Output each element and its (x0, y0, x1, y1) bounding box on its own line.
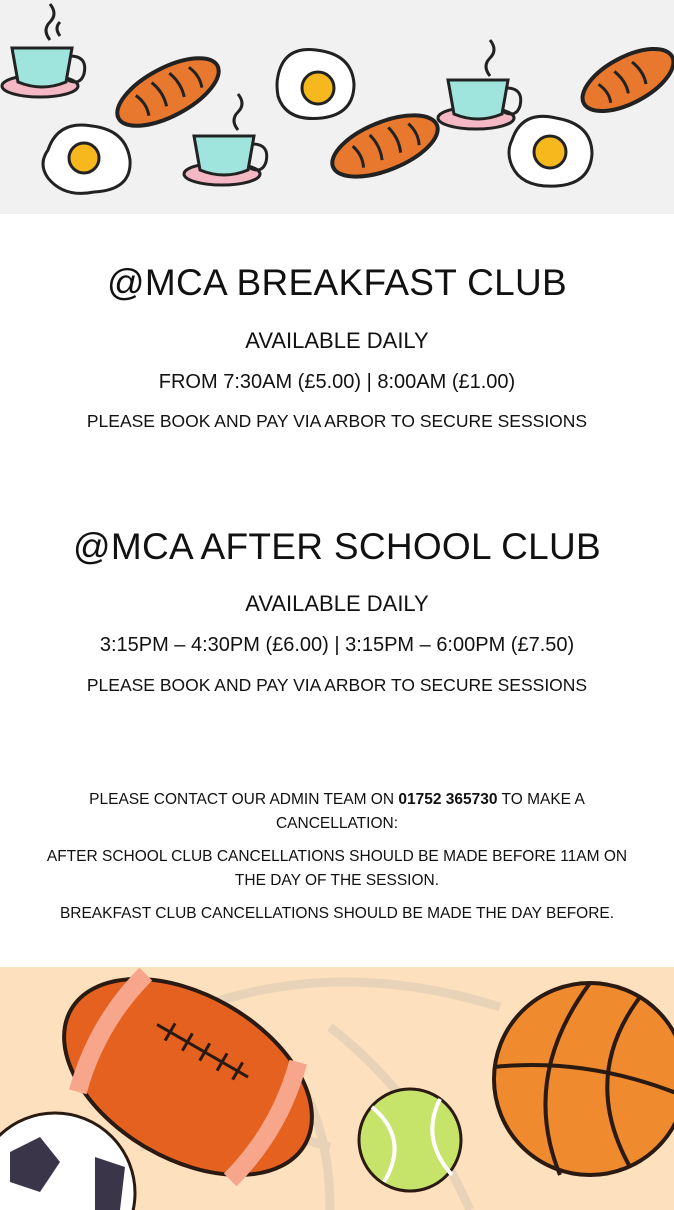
fried-egg-icon (277, 50, 354, 119)
fried-egg-icon (43, 125, 130, 193)
breakfast-booking-note: PLEASE BOOK AND PAY VIA ARBOR TO SECURE SESSIONS (86, 411, 588, 431)
after-school-times-row (0, 634, 674, 657)
contact-line (0, 788, 674, 812)
breakfast-booking-row (0, 411, 674, 432)
bread-icon (107, 45, 228, 140)
coffee-cup-icon (184, 94, 267, 185)
coffee-cup-icon (438, 40, 521, 129)
after-school-club-title: @MCA AFTER SCHOOL CLUB (73, 526, 601, 567)
after-school-cancellation-rule-2: THE DAY OF THE SESSION. (234, 872, 440, 889)
sports-banner (0, 967, 674, 1210)
after-school-booking-note: PLEASE BOOK AND PAY VIA ARBOR TO SECURE SESSIONS (86, 675, 588, 695)
after-school-booking-row (0, 675, 674, 696)
after-school-availability-row (0, 591, 674, 617)
cancellation-info (0, 788, 674, 926)
contact-line-prefix: PLEASE CONTACT OUR ADMIN TEAM ON (89, 791, 399, 808)
after-school-club-section (0, 526, 674, 568)
bread-icon (573, 36, 674, 124)
contact-line-suffix: TO MAKE A (497, 791, 585, 808)
breakfast-availability: AVAILABLE DAILY (245, 328, 429, 353)
breakfast-times-row (0, 371, 674, 394)
fried-egg-icon (509, 116, 592, 186)
after-school-availability: AVAILABLE DAILY (245, 591, 429, 616)
contact-line-continued: CANCELLATION: (275, 815, 399, 832)
coffee-cup-icon (2, 4, 85, 97)
breakfast-club-title: @MCA BREAKFAST CLUB (107, 262, 567, 303)
basketball-icon (494, 983, 674, 1175)
after-school-cancellation-rule-1: AFTER SCHOOL CLUB CANCELLATIONS SHOULD BE MADE BEFORE 11AM ON (46, 848, 628, 865)
after-school-times: 3:15PM – 4:30PM (£6.00) | 3:15PM – 6:00PM (£7.50) (99, 634, 575, 656)
tennis-ball-icon (359, 1089, 461, 1191)
breakfast-banner (0, 0, 674, 214)
bread-icon (324, 103, 446, 189)
breakfast-cancellation-rule: BREAKFAST CLUB CANCELLATIONS SHOULD BE MADE THE DAY BEFORE. (59, 905, 615, 922)
breakfast-availability-row (0, 328, 674, 354)
breakfast-times: FROM 7:30AM (£5.00) | 8:00AM (£1.00) (158, 371, 516, 393)
breakfast-club-section (0, 262, 674, 304)
admin-phone-number[interactable]: 01752 365730 (398, 791, 498, 808)
